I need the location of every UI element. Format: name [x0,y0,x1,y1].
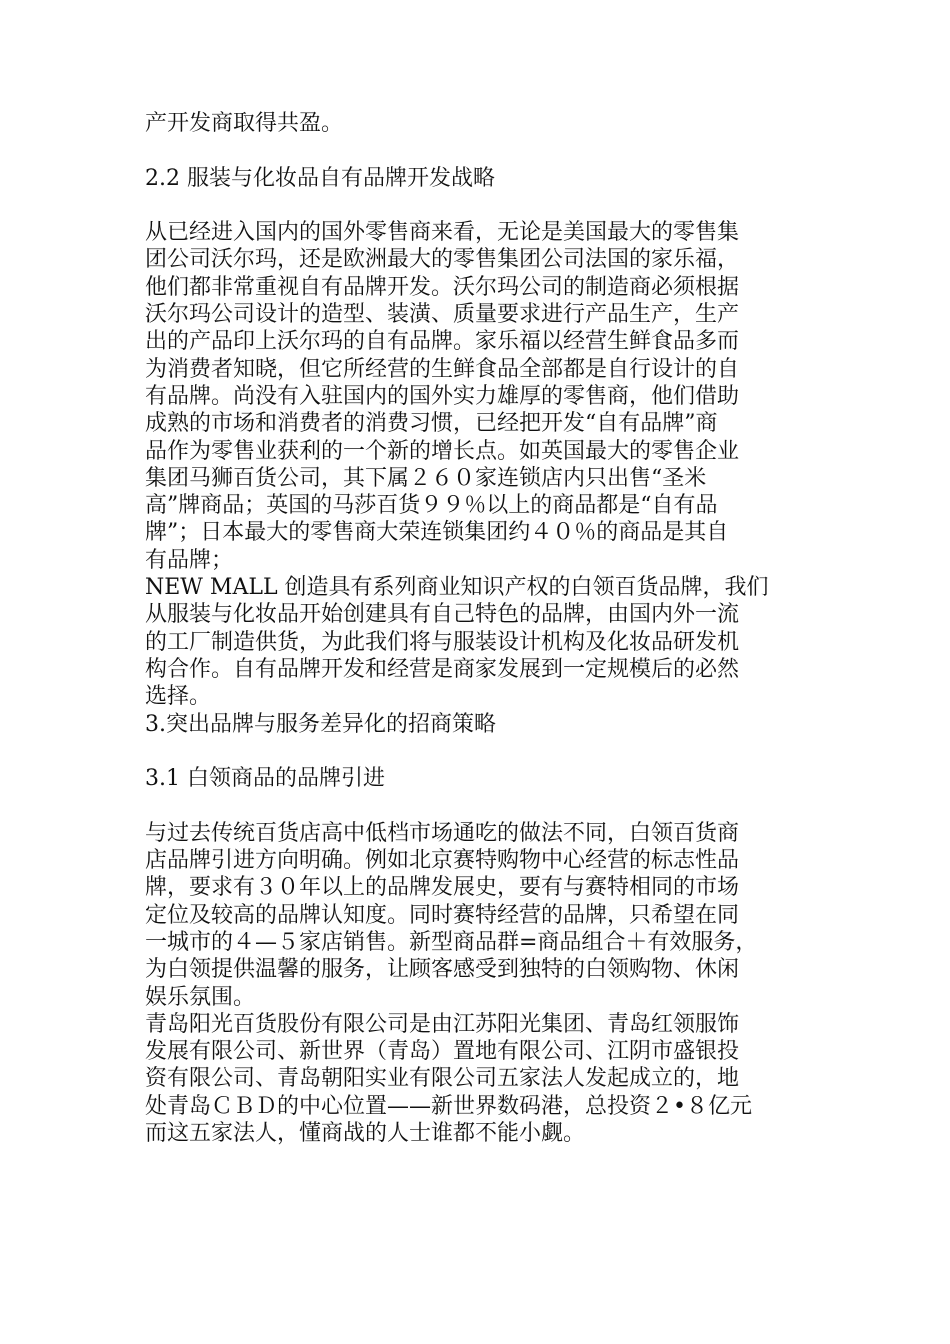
text-line: 有品牌； [145,547,234,573]
text-line: 为白领提供温馨的服务，让顾客感受到独特的白领购物、休闲 [145,957,740,983]
document-page [145,110,810,1147]
text-line: 发展有限公司、新世界（青岛）置地有限公司、江阴市盛银投 [145,1039,740,1065]
text-line: 团公司沃尔玛，还是欧洲最大的零售集团公司法国的家乐福， [145,247,740,273]
heading-text: 2.2 服装与化妆品自有品牌开发战略 [145,165,495,191]
text-line: 的工厂制造供货，为此我们将与服装设计机构及化妆品研发机 [145,629,740,655]
text-line: 为消费者知晓，但它所经营的生鲜食品全部都是自行设计的自 [145,356,740,382]
text-line: 一城市的４—５家店销售。新型商品群=商品组合＋有效服务， [145,929,758,955]
text-line: 从已经进入国内的国外零售商来看，无论是美国最大的零售集 [145,220,740,246]
text-line: 与过去传统百货店高中低档市场通吃的做法不同，白领百货商 [145,820,740,846]
paragraph-new-mall [145,574,810,710]
heading-text: 3.突出品牌与服务差异化的招商策略 [145,711,496,737]
text-line: 资有限公司、青岛朝阳实业有限公司五家法人发起成立的，地 [145,1066,740,1092]
text-line: 高”牌商品；英国的马莎百货９９％以上的商品都是“自有品 [145,493,718,519]
text-line: 定位及较高的品牌认知度。同时赛特经营的品牌，只希望在同 [145,902,740,928]
text-line: 品作为零售业获利的一个新的增长点。如英国最大的零售企业 [145,438,740,464]
text-line: 构合作。自有品牌开发和经营是商家发展到一定规模后的必然 [145,656,740,682]
text-line: 牌，要求有３０年以上的品牌发展史，要有与赛特相同的市场 [145,875,740,901]
paragraph-foreign-retailers [145,219,810,574]
text-line: 而这五家法人，懂商战的人士谁都不能小觑。 [145,1120,586,1146]
text-line: 产开发商取得共盈。 [145,111,344,136]
text-line: 娱乐氛围。 [145,984,256,1010]
text-line: 从服装与化妆品开始创建具有自己特色的品牌，由国内外一流 [145,602,740,628]
text-line: 他们都非常重视自有品牌开发。沃尔玛公司的制造商必须根据 [145,274,740,300]
text-line: 店品牌引进方向明确。例如北京赛特购物中心经营的标志性品 [145,848,740,874]
text-line: 牌”；日本最大的零售商大荣连锁集团约４０％的商品是其自 [145,520,729,546]
text-line: 青岛阳光百货股份有限公司是由江苏阳光集团、青岛红领服饰 [145,1011,740,1037]
text-line: 有品牌。尚没有入驻国内的国外实力雄厚的零售商，他们借助 [145,383,740,409]
paragraph-white-collar-brands [145,820,810,1011]
text-line: 集团马狮百货公司，其下属２６０家连锁店内只出售“圣米 [145,465,707,491]
paragraph-qingdao-sunshine [145,1011,810,1147]
section-heading-3-1 [145,765,810,792]
text-line: 成熟的市场和消费者的消费习惯，已经把开发“自有品牌”商 [145,411,718,437]
text-line: 出的产品印上沃尔玛的自有品牌。家乐福以经营生鲜食品多而 [145,329,740,355]
paragraph-intro-tail [145,110,810,137]
heading-text: 3.1 白领商品的品牌引进 [145,766,385,792]
text-line: 处青岛ＣＢＤ的中心位置——新世界数码港，总投资２•８亿元 [145,1093,752,1119]
section-heading-2-2 [145,165,810,192]
section-heading-3 [145,711,810,738]
text-line: 选择。 [145,684,212,710]
text-line: 沃尔玛公司设计的造型、装潢、质量要求进行产品生产，生产 [145,302,740,328]
text-line: NEW MALL 创造具有系列商业知识产权的白领百货品牌，我们 [145,575,769,601]
